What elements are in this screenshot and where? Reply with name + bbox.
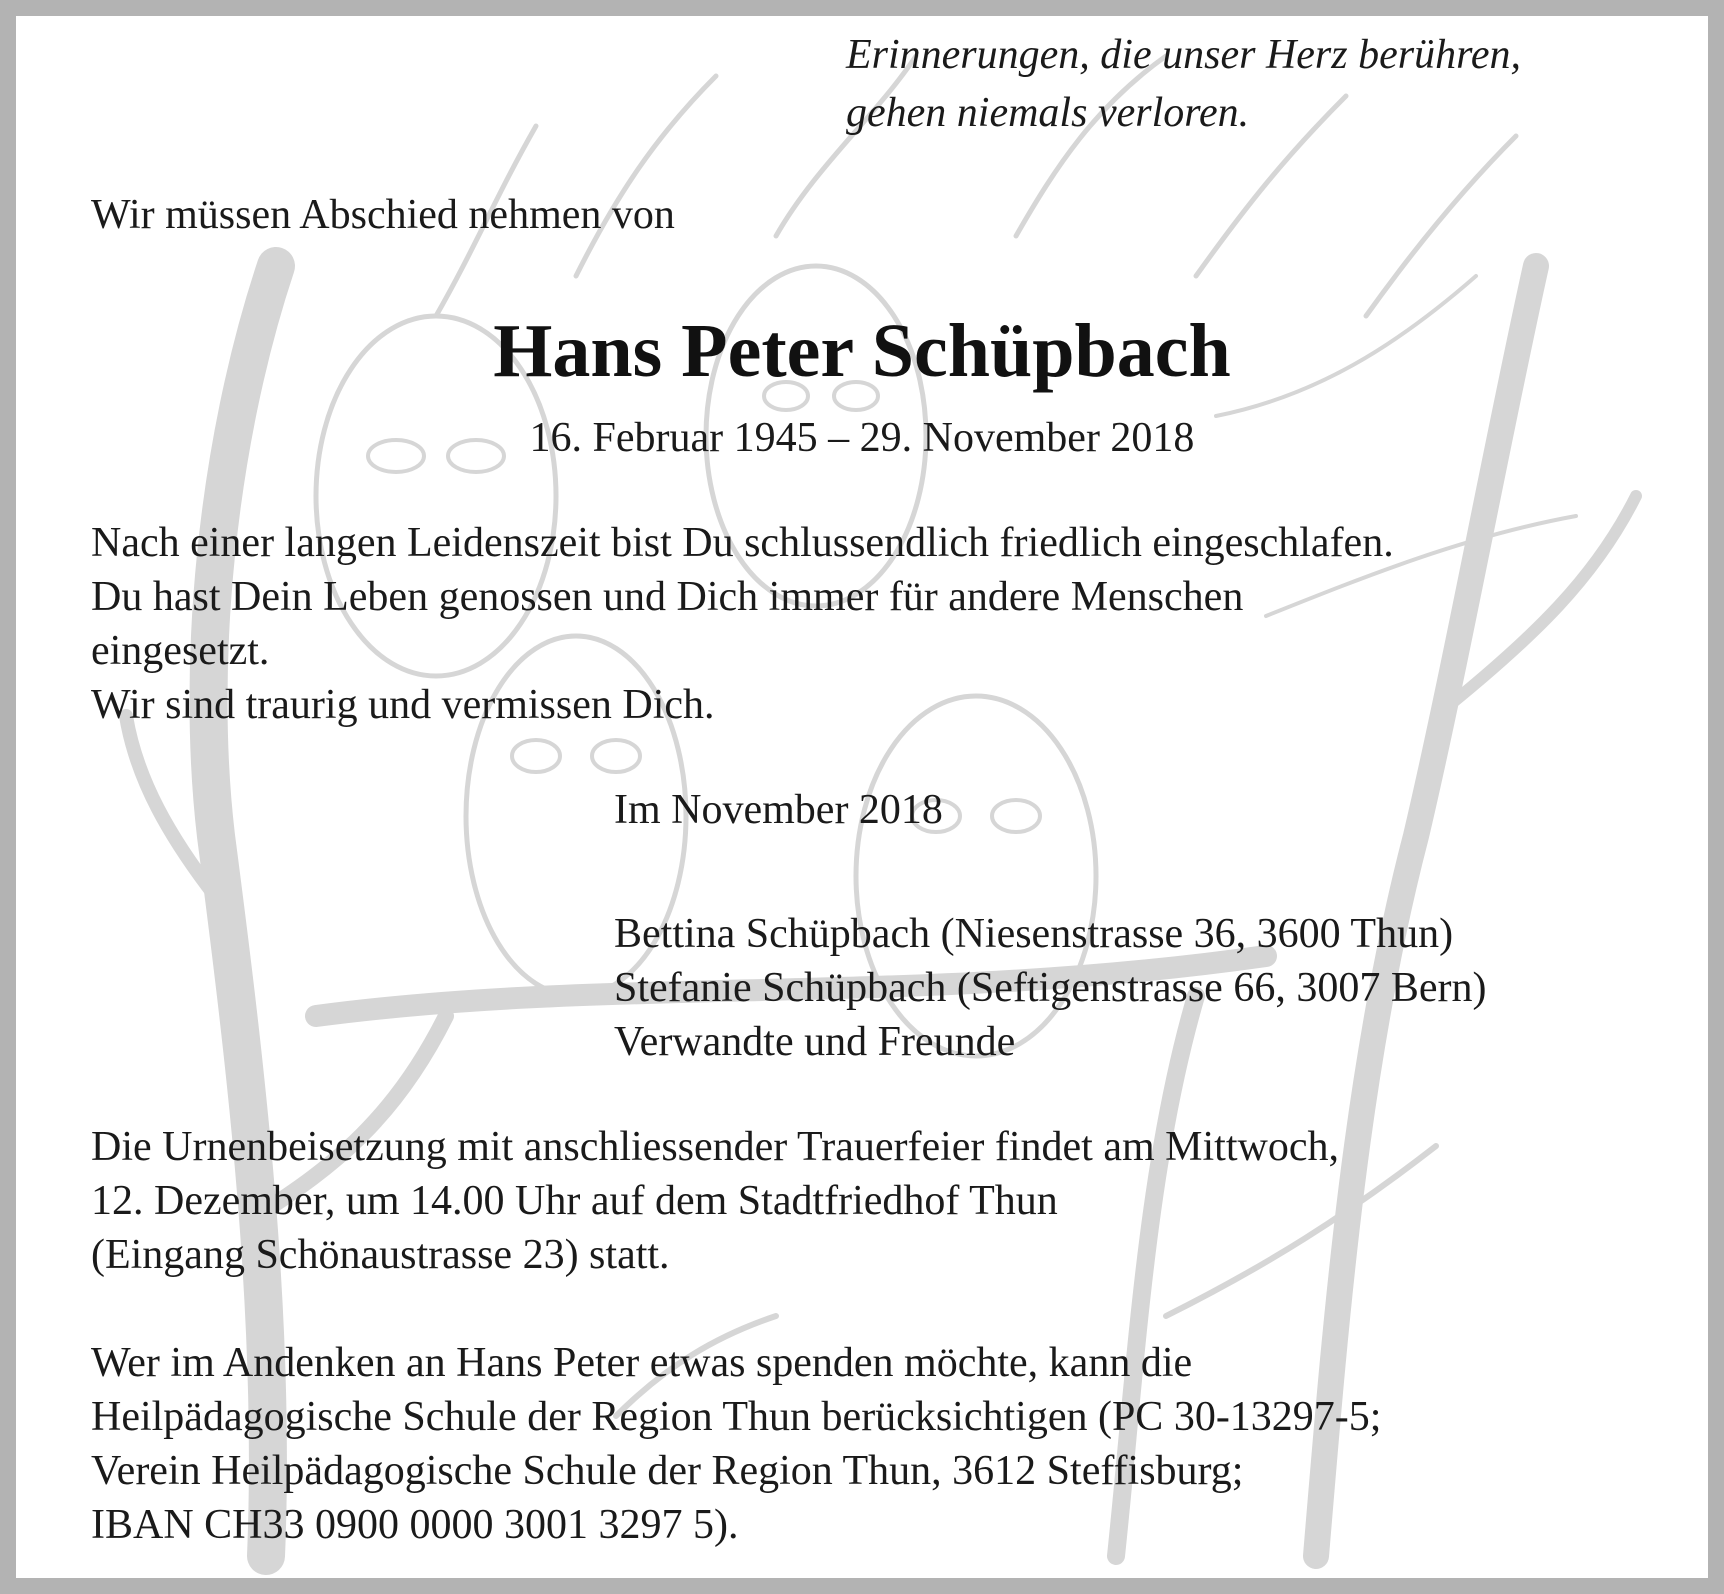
donation-line-2: Heilpädagogische Schule der Region Thun berücksichtigen (PC 30-13297-5; (91, 1394, 1382, 1440)
place-date: Im November 2018 (614, 787, 943, 833)
deceased-name: Hans Peter Schüpbach (493, 309, 1231, 393)
notice-content (16, 16, 1708, 1578)
ceremony-line-3: (Eingang Schönaustrasse 23) statt. (91, 1232, 670, 1278)
ceremony-line-1: Die Urnenbeisetzung mit anschliessender Trauerfeier findet am Mittwoch, (91, 1124, 1339, 1170)
message-line-1: Nach einer langen Leidenszeit bist Du schlussendlich friedlich eingeschlafen. (91, 520, 1394, 566)
mourner-3: Verwandte und Freunde (614, 1019, 1016, 1065)
message-line-4: Wir sind traurig und vermissen Dich. (91, 682, 715, 728)
donation-line-1: Wer im Andenken an Hans Peter etwas spenden möchte, kann die (91, 1340, 1193, 1386)
mourner-1: Bettina Schüpbach (Niesenstrasse 36, 3600 Thun) (614, 911, 1454, 957)
donation-line-4: IBAN CH33 0900 0000 3001 3297 5). (91, 1502, 739, 1548)
message-line-3: eingesetzt. (91, 628, 270, 674)
deceased-dates: 16. Februar 1945 – 29. November 2018 (529, 415, 1195, 461)
message-line-2: Du hast Dein Leben genossen und Dich immer für andere Menschen (91, 574, 1244, 620)
mourner-2: Stefanie Schüpbach (Seftigenstrasse 66, 3007 Bern) (614, 965, 1487, 1011)
intro-text: Wir müssen Abschied nehmen von (91, 192, 675, 238)
motto-line-2: gehen niemals verloren. (846, 90, 1250, 136)
motto-line-1: Erinnerungen, die unser Herz berühren, (846, 32, 1522, 78)
ceremony-line-2: 12. Dezember, um 14.00 Uhr auf dem Stadtfriedhof Thun (91, 1178, 1058, 1224)
donation-line-3: Verein Heilpädagogische Schule der Region Thun, 3612 Steffisburg; (91, 1448, 1244, 1494)
